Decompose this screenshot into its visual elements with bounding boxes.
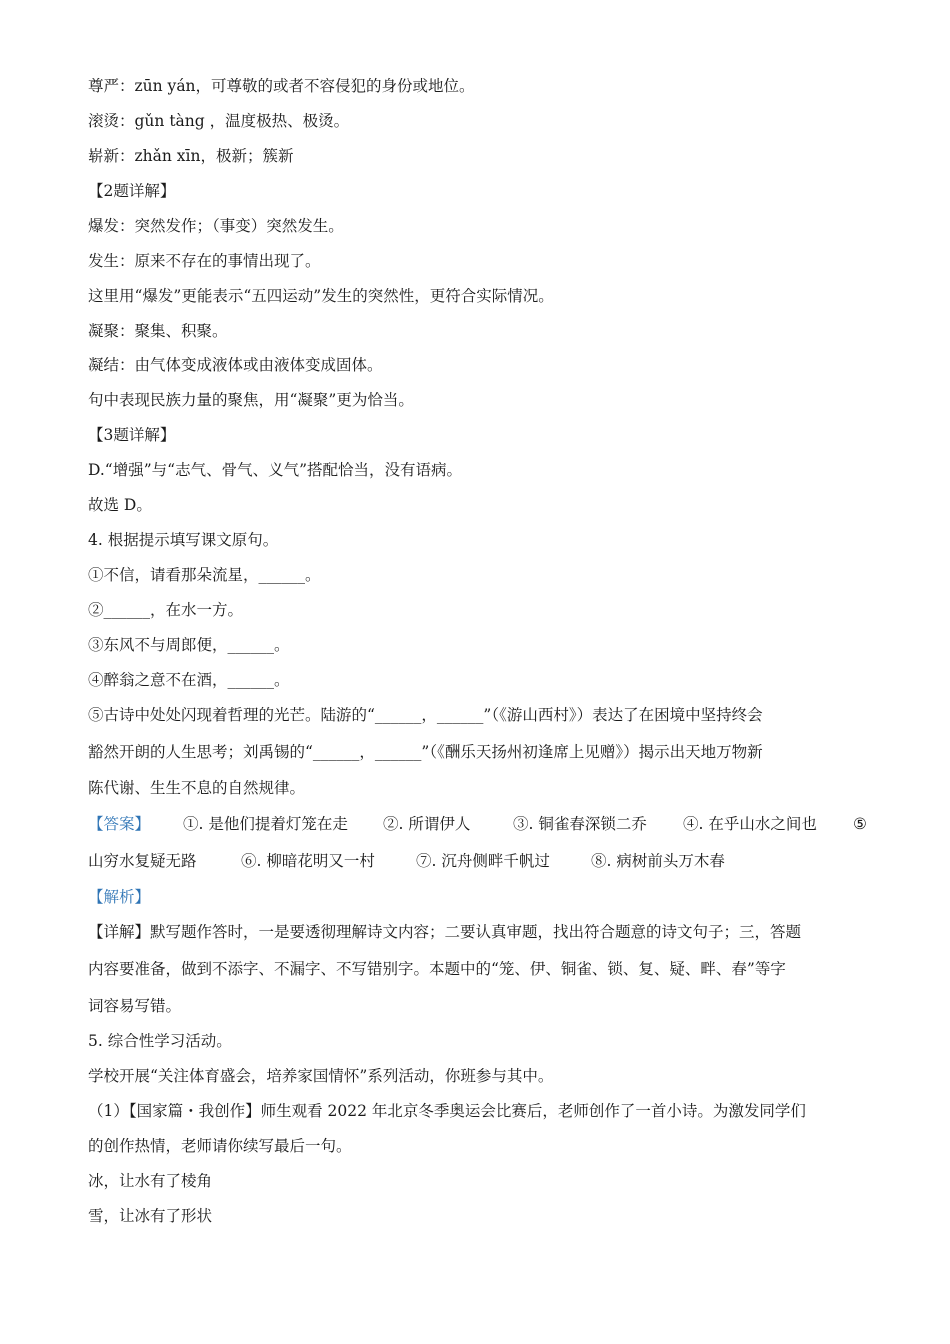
text-line: 凝结：由气体变成液体或由液体变成固体。 (88, 356, 383, 374)
text-line: 尊严：zūn yán，可尊敬的或者不容侵犯的身份或地位。 (88, 77, 475, 95)
answer-label: 【答案】 (88, 815, 151, 833)
section-heading: 【2题详解】 (88, 182, 176, 200)
text-line: 滚烫：gǔn tàng ，温度极热、极烫。 (88, 112, 350, 130)
text-line: 故选 D。 (88, 496, 152, 514)
text-line: ①不信，请看那朵流星，______。 (88, 566, 321, 584)
answer-item: ②. 所谓伊人 (383, 815, 471, 833)
text-line: （1）【国家篇・我创作】师生观看 2022 年北京冬季奥运会比赛后，老师创作了一首小诗。为激发同学们 (88, 1102, 806, 1120)
answer-item: ③. 铜雀春深锁二乔 (513, 815, 647, 833)
text-line: 这里用“爆发”更能表示“五四运动”发生的突然性，更符合实际情况。 (88, 287, 554, 305)
answer-item: ⑥. 柳暗花明又一村 (241, 852, 375, 870)
answer-item: ⑤ (853, 815, 867, 833)
text-line: ③东风不与周郎便，______。 (88, 636, 290, 654)
question-title: 5. 综合性学习活动。 (88, 1032, 232, 1050)
answer-item: ⑧. 病树前头万木春 (591, 852, 725, 870)
section-heading: 【3题详解】 (88, 426, 176, 444)
poem-line: 冰，让水有了棱角 (88, 1172, 213, 1190)
text-line: 豁然开朗的人生思考；刘禹锡的“______，______”（《酬乐天扬州初逢席上见赠》）揭示出天地万物新 (88, 743, 763, 761)
answer-row (88, 813, 870, 835)
answer-item: ⑦. 沉舟侧畔千帆过 (416, 852, 550, 870)
text-line: 崭新：zhǎn xīn，极新；簇新 (88, 147, 294, 165)
text-line: ④醉翁之意不在酒，______。 (88, 671, 290, 689)
text-line: 学校开展“关注体育盛会，培养家国情怀”系列活动，你班参与其中。 (88, 1067, 554, 1085)
answer-row (88, 850, 870, 872)
text-line: 陈代谢、生生不息的自然规律。 (88, 779, 306, 797)
analysis-label: 【解析】 (88, 888, 151, 906)
answer-item: ①. 是他们提着灯笼在走 (183, 815, 348, 833)
text-line: 爆发：突然发作；（事变）突然发生。 (88, 217, 344, 235)
question-title: 4. 根据提示填写课文原句。 (88, 531, 279, 549)
text-line: ⑤古诗中处处闪现着哲理的光芒。陆游的“______，______”（《游山西村》）表达了在困境中坚持终会 (88, 706, 763, 724)
text-line: 【详解】默写题作答时，一是要透彻理解诗文内容；二要认真审题，找出符合题意的诗文句子；三，答题 (88, 923, 802, 941)
text-line: D.“增强”与“志气、骨气、义气”搭配恰当，没有语病。 (88, 461, 462, 479)
text-line: 凝聚：聚集、积聚。 (88, 322, 228, 340)
text-line: 发生：原来不存在的事情出现了。 (88, 252, 321, 270)
text-line: 内容要准备，做到不添字、不漏字、不写错别字。本题中的“笼、伊、铜雀、锁、复、疑、畔、春”等字 (88, 960, 786, 978)
answer-item: ④. 在乎山水之间也 (683, 815, 817, 833)
answer-item: 山穷水复疑无路 (88, 852, 197, 870)
text-line: 的创作热情，老师请你续写最后一句。 (88, 1137, 352, 1155)
poem-line: 雪，让冰有了形状 (88, 1207, 213, 1225)
text-line: 词容易写错。 (88, 997, 182, 1015)
text-line: ②______，在水一方。 (88, 601, 244, 619)
text-line: 句中表现民族力量的聚焦，用“凝聚”更为恰当。 (88, 391, 414, 409)
